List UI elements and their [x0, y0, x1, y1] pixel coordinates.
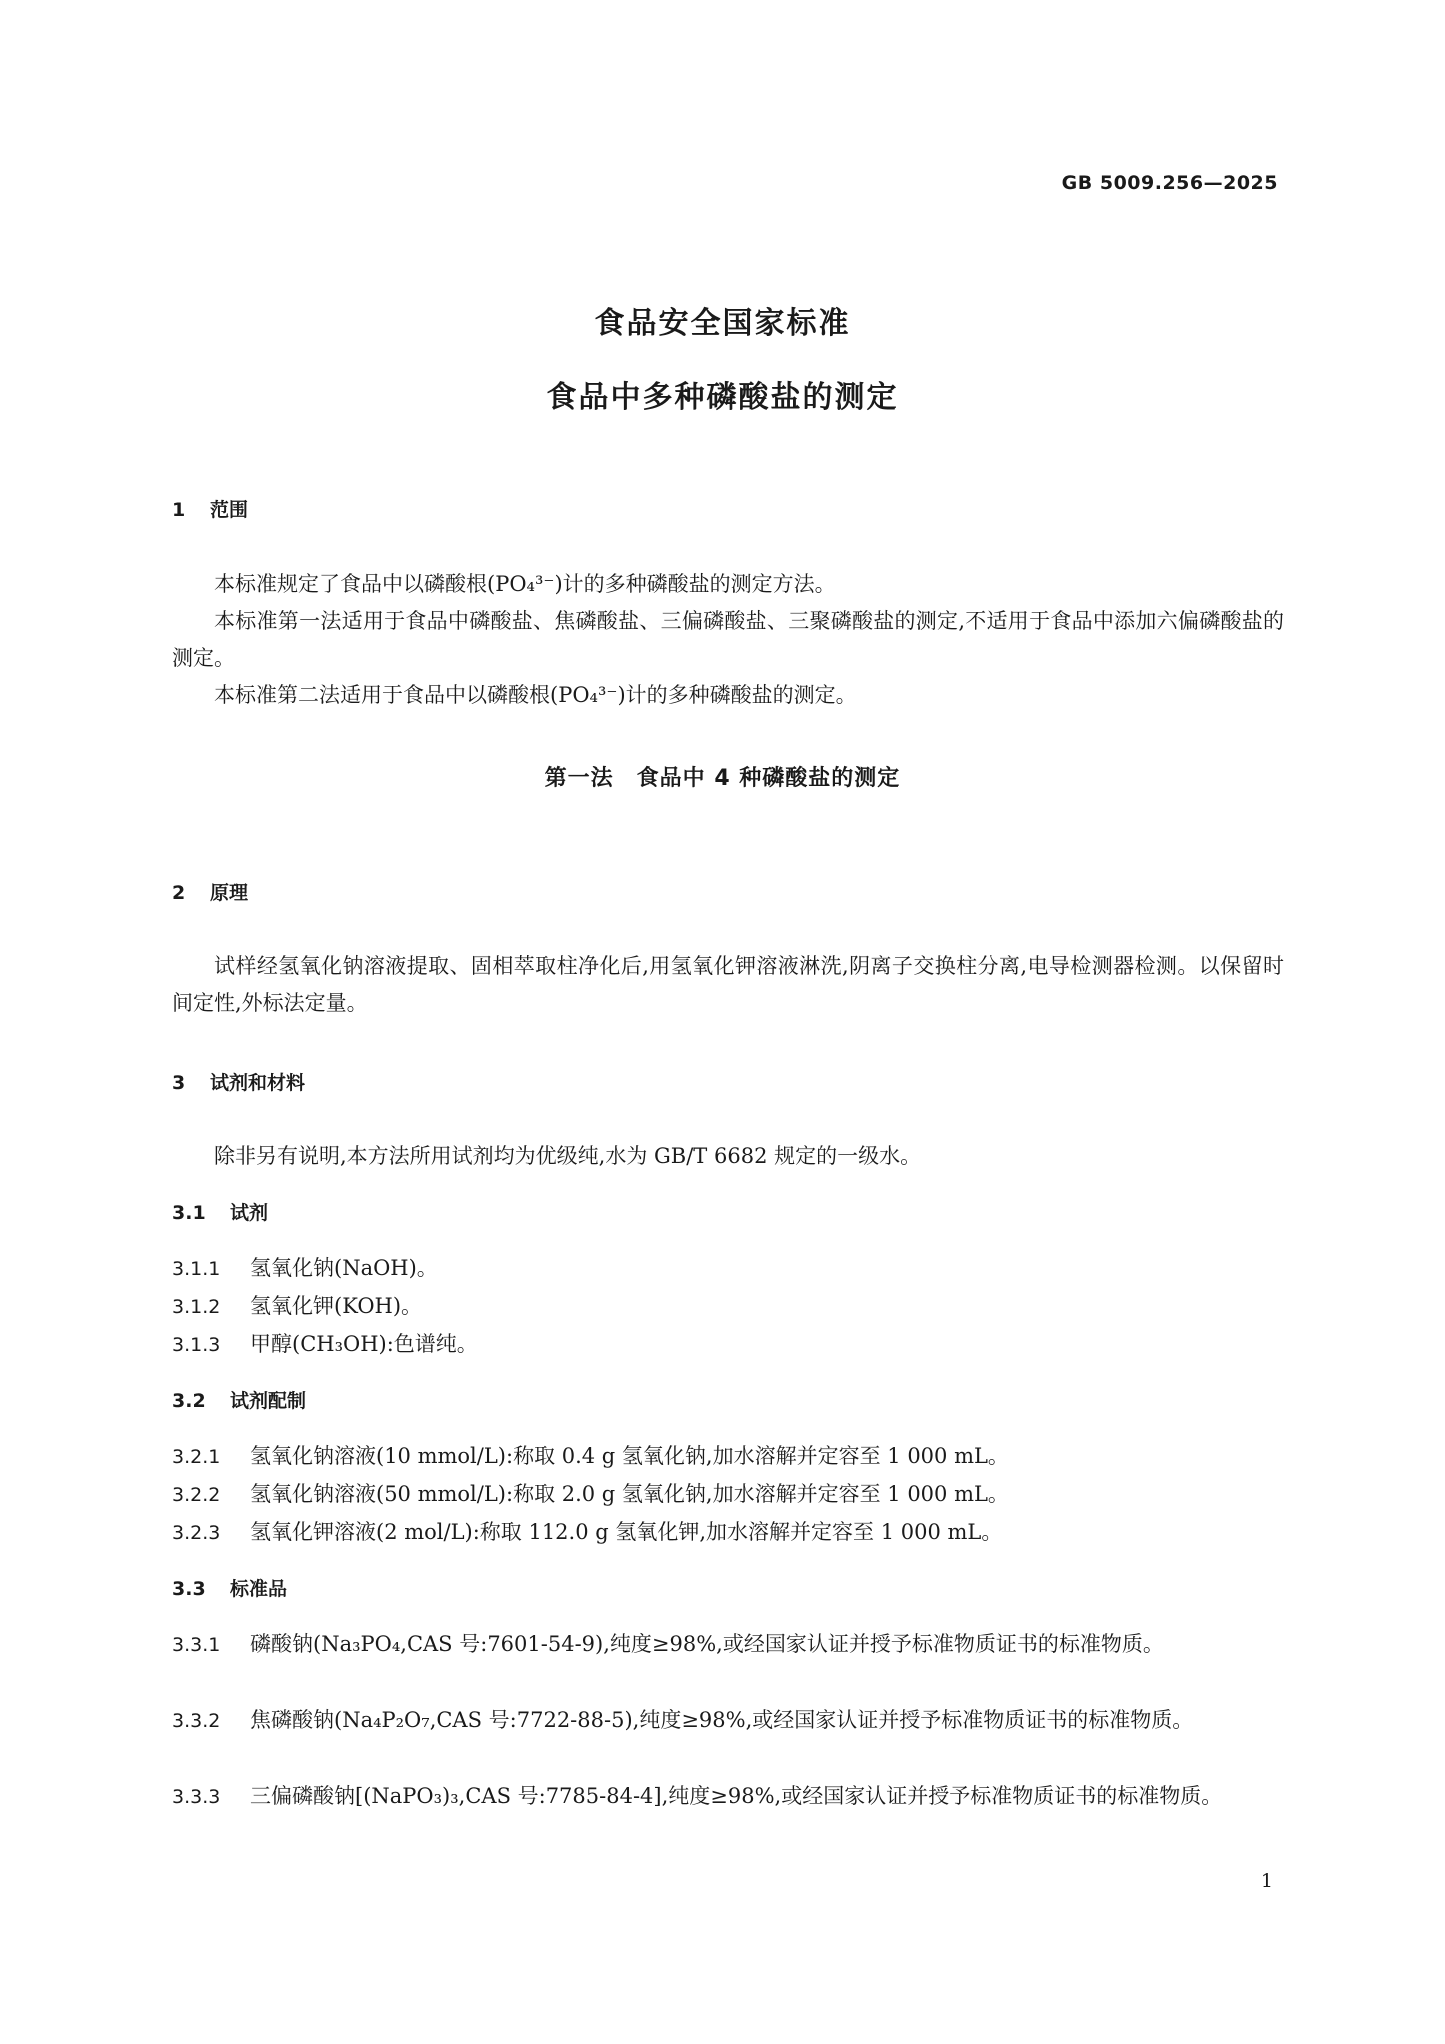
clause-number: 3.1.2 — [172, 1296, 221, 1318]
clause-3-2-2 — [172, 1476, 1284, 1514]
clause-number: 3.2.1 — [172, 1446, 221, 1468]
subsection-title: 试剂 — [230, 1202, 269, 1224]
subsection-number: 3.2 — [172, 1390, 206, 1412]
standard-number: GB 5009.256—2025 — [1061, 172, 1278, 194]
section-title: 试剂和材料 — [210, 1072, 306, 1094]
clause-text: 氢氧化钠溶液(10 mmol/L):称取 0.4 g 氢氧化钠,加水溶解并定容至 1 000 mL。 — [250, 1444, 1009, 1468]
clause-3-1-3 — [172, 1326, 1284, 1364]
subsection-3-2-heading — [172, 1383, 1284, 1420]
paragraph: 本标准第一法适用于食品中磷酸盐、焦磷酸盐、三偏磷酸盐、三聚磷酸盐的测定,不适用于食品中添加六偏磷酸盐的测定。 — [172, 609, 1284, 670]
paragraph: 本标准第二法适用于食品中以磷酸根(PO₄³⁻)计的多种磷酸盐的测定。 — [214, 683, 857, 707]
document-title: 食品安全国家标准 — [594, 306, 851, 341]
subsection-title: 标准品 — [230, 1578, 288, 1600]
subsection-3-3-heading — [172, 1571, 1284, 1608]
clause-text: 氢氧化钾(KOH)。 — [250, 1294, 423, 1318]
clause-text: 三偏磷酸钠[(NaPO₃)₃,CAS 号:7785-84-4],纯度≥98%,或经国家认证并授予标准物质证书的标准物质。 — [250, 1784, 1223, 1808]
section-number: 3 — [172, 1072, 186, 1094]
section-2-heading — [172, 878, 248, 905]
section-title: 原理 — [210, 882, 249, 904]
clause-text: 氢氧化钾溶液(2 mol/L):称取 112.0 g 氢氧化钾,加水溶解并定容至 1 000 mL。 — [250, 1520, 1003, 1544]
clause-text: 氢氧化钠溶液(50 mmol/L):称取 2.0 g 氢氧化钠,加水溶解并定容至 1 000 mL。 — [250, 1482, 1009, 1506]
section-1-heading — [172, 495, 248, 522]
clause-3-1-2 — [172, 1288, 1284, 1326]
clause-number: 3.3.1 — [172, 1634, 221, 1656]
clause-3-2-1 — [172, 1438, 1284, 1476]
method-title: 第一法 食品中 4 种磷酸盐的测定 — [544, 766, 901, 791]
clause-text: 焦磷酸钠(Na₄P₂O₇,CAS 号:7722-88-5),纯度≥98%,或经国家认证并授予标准物质证书的标准物质。 — [250, 1708, 1194, 1732]
clause-number: 3.2.2 — [172, 1484, 221, 1506]
section-number: 2 — [172, 882, 186, 904]
clause-text: 甲醇(CH₃OH):色谱纯。 — [250, 1332, 478, 1356]
subsection-title: 试剂配制 — [230, 1390, 307, 1412]
clause-number: 3.3.3 — [172, 1786, 221, 1808]
clause-3-3-3 — [172, 1778, 1284, 1816]
document-subtitle: 食品中多种磷酸盐的测定 — [546, 380, 899, 415]
paragraph: 试样经氢氧化钠溶液提取、固相萃取柱净化后,用氢氧化钾溶液淋洗,阴离子交换柱分离,电导检测器检测。以保留时间定性,外标法定量。 — [172, 954, 1284, 1015]
clause-3-3-1 — [172, 1626, 1284, 1664]
clause-number: 3.1.1 — [172, 1258, 221, 1280]
clause-number: 3.3.2 — [172, 1710, 221, 1732]
subsection-number: 3.3 — [172, 1578, 206, 1600]
subsection-number: 3.1 — [172, 1202, 206, 1224]
section-number: 1 — [172, 499, 186, 521]
section-title: 范围 — [210, 499, 249, 521]
clause-number: 3.2.3 — [172, 1522, 221, 1544]
subsection-3-1-heading — [172, 1195, 1284, 1232]
page-number: 1 — [1260, 1870, 1273, 1892]
paragraph: 除非另有说明,本方法所用试剂均为优级纯,水为 GB/T 6682 规定的一级水。 — [214, 1144, 922, 1168]
clause-text: 氢氧化钠(NaOH)。 — [250, 1256, 438, 1280]
clause-3-3-2 — [172, 1702, 1284, 1740]
paragraph: 本标准规定了食品中以磷酸根(PO₄³⁻)计的多种磷酸盐的测定方法。 — [214, 572, 836, 596]
clause-text: 磷酸钠(Na₃PO₄,CAS 号:7601-54-9),纯度≥98%,或经国家认证并授予标准物质证书的标准物质。 — [250, 1632, 1164, 1656]
clause-3-2-3 — [172, 1514, 1284, 1552]
section-3-heading — [172, 1068, 305, 1095]
clause-number: 3.1.3 — [172, 1334, 221, 1356]
clause-3-1-1 — [172, 1250, 1284, 1288]
